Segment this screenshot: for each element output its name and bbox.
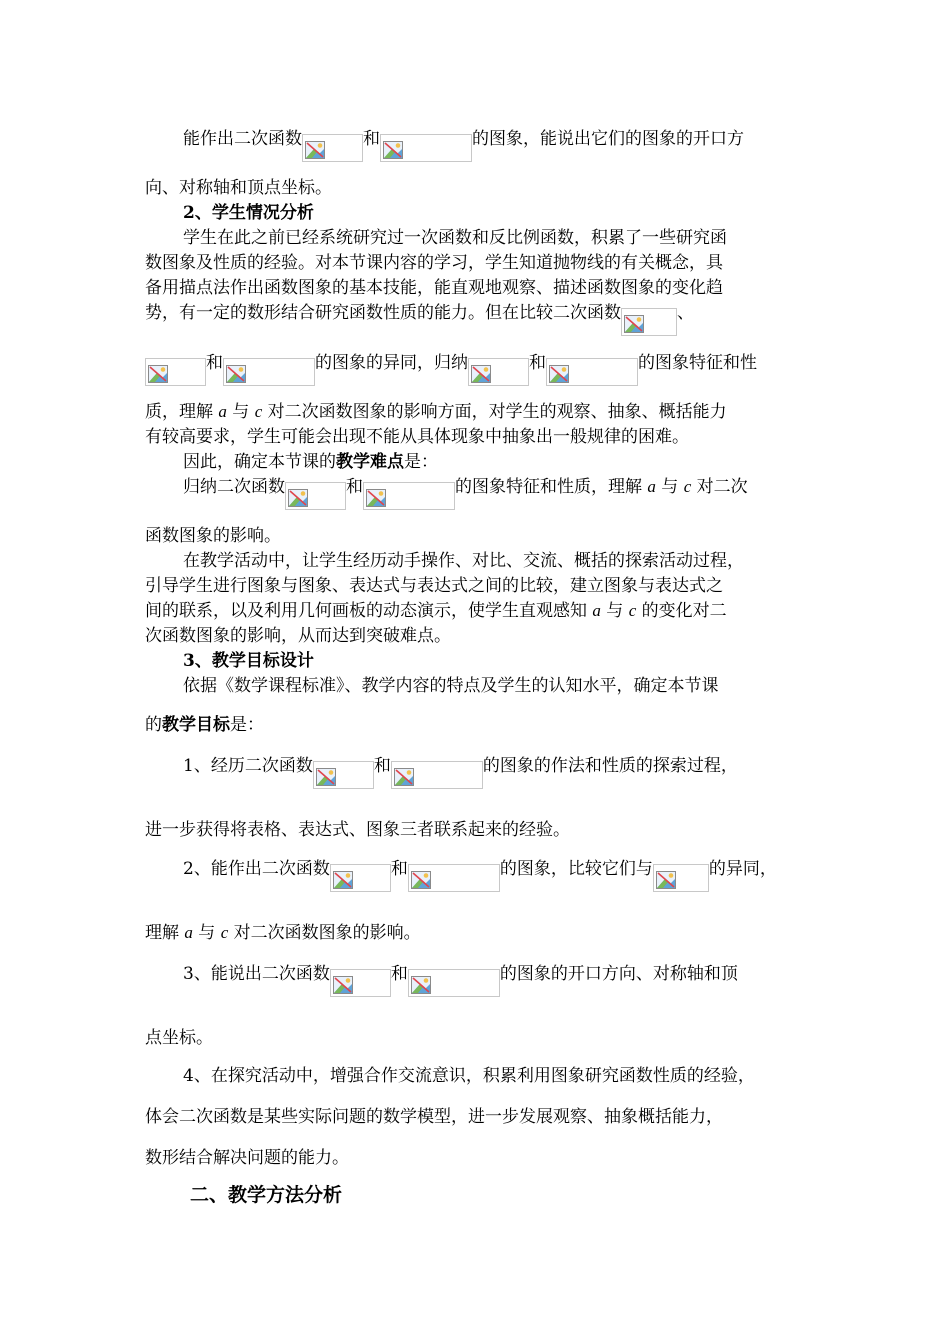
text-run: 归纳二次函数 [183, 477, 285, 497]
formula-image [363, 482, 455, 510]
text-run: 对二次 [691, 477, 748, 497]
formula-image [302, 134, 363, 162]
section-heading: 2、学生情况分析 [183, 203, 314, 223]
broken-image-icon [411, 872, 430, 889]
var-c: c [220, 923, 229, 942]
formula-image [408, 864, 500, 892]
broken-image-icon [316, 769, 335, 786]
text-line [183, 129, 744, 162]
text-run: 和 [529, 353, 546, 373]
text-run: 2、能作出二次函数 [183, 859, 330, 879]
goal-3 [183, 964, 738, 997]
broken-image-icon [333, 977, 352, 994]
text-line: 数形结合解决问题的能力。 [145, 1148, 349, 1168]
broken-image-icon [367, 490, 386, 507]
text-line [145, 353, 757, 386]
goal-4: 4、在探究活动中，增强合作交流意识，积累利用图象研究函数性质的经验， [183, 1066, 755, 1086]
formula-image [653, 864, 709, 892]
broken-image-icon [289, 490, 308, 507]
formula-image [546, 358, 638, 386]
section-title: 二、教学方法分析 [190, 1184, 343, 1206]
var-a: a [592, 601, 601, 620]
text-run: 的 [145, 715, 162, 735]
text-line [145, 402, 727, 422]
broken-image-icon [333, 872, 352, 889]
text-run: 和 [206, 353, 223, 373]
var-a: a [184, 923, 193, 942]
text-run: 和 [363, 129, 380, 149]
text-run: 能作出二次函数 [183, 129, 302, 149]
var-c: c [628, 601, 637, 620]
formula-image [468, 358, 529, 386]
text-line: 进一步获得将表格、表达式、图象三者联系起来的经验。 [145, 820, 570, 840]
text-run: 1、经历二次函数 [183, 756, 313, 776]
text-run: 因此，确定本节课的 [183, 452, 336, 472]
var-a: a [218, 402, 227, 421]
text-line: 体会二次函数是某些实际问题的数学模型，进一步发展观察、抽象概括能力， [145, 1107, 723, 1127]
text-line: 有较高要求，学生可能会出现不能从具体现象中抽象出一般规律的困难。 [145, 427, 689, 447]
broken-image-icon [472, 366, 491, 383]
text-line: 数图象及性质的经验。对本节课内容的学习，学生知道抛物线的有关概念，具 [145, 253, 723, 273]
emphasis: 教学难点 [336, 452, 404, 472]
text-line [145, 303, 694, 336]
text-run: 的图象特征和性质，理解 [455, 477, 648, 497]
text-line: 点坐标。 [145, 1028, 213, 1048]
text-run: 和 [390, 859, 408, 879]
text-line [183, 477, 748, 510]
text-run: 3、能说出二次函数 [183, 964, 330, 984]
text-run: 的图象特征和性 [638, 353, 757, 373]
formula-image [330, 969, 391, 997]
formula-image [380, 134, 472, 162]
text-line [145, 715, 264, 735]
text-line [145, 601, 727, 621]
text-line: 在教学活动中，让学生经历动手操作、对比、交流、概括的探索活动过程， [183, 551, 744, 571]
text-run: 的图象，能说出它们的图象的开口方 [472, 129, 744, 149]
text-run: 理解 [145, 923, 185, 943]
text-line [183, 452, 438, 472]
emphasis: 教学目标 [162, 715, 230, 735]
formula-image [145, 358, 206, 386]
broken-image-icon [656, 872, 675, 889]
text-line: 学生在此之前已经系统研究过一次函数和反比例函数，积累了一些研究函 [183, 228, 727, 248]
text-run: 的图象的作法和性质的探索过程， [482, 756, 738, 776]
text-run: 势，有一定的数形结合研究函数性质的能力。但在比较二次函数 [145, 303, 621, 323]
text-line: 引导学生进行图象与图象、表达式与表达式之间的比较，建立图象与表达式之 [145, 576, 723, 596]
broken-image-icon [625, 316, 644, 333]
text-run: 是： [230, 715, 264, 735]
text-run: 的变化对二 [636, 601, 727, 621]
var-c: c [683, 477, 692, 496]
text-line: 向、对称轴和顶点坐标。 [145, 178, 332, 198]
text-line: 次函数图象的影响，从而达到突破难点。 [145, 626, 451, 646]
text-run: 和 [373, 756, 391, 776]
section-heading: 3、教学目标设计 [183, 651, 314, 671]
broken-image-icon [550, 366, 569, 383]
var-c: c [254, 402, 263, 421]
formula-image [285, 482, 346, 510]
text-line: 依据《数学课程标准》、教学内容的特点及学生的认知水平，确定本节课 [183, 676, 719, 696]
var-a: a [647, 477, 656, 496]
formula-image [621, 308, 677, 336]
text-run: 与 [192, 923, 221, 943]
text-line: 备用描点法作出函数图象的基本技能，能直观地观察、描述函数图象的变化趋 [145, 278, 723, 298]
broken-image-icon [384, 142, 403, 159]
text-run: 与 [600, 601, 629, 621]
broken-image-icon [394, 769, 413, 786]
text-run: 的图象，比较它们与 [499, 859, 653, 879]
formula-image [313, 761, 374, 789]
formula-image [408, 969, 500, 997]
formula-image [391, 761, 483, 789]
text-run: 和 [390, 964, 408, 984]
text-run: 的图象的开口方向、对称轴和顶 [499, 964, 738, 984]
text-run: 和 [346, 477, 363, 497]
text-run: 质，理解 [145, 402, 219, 422]
broken-image-icon [306, 142, 325, 159]
text-run: 与 [655, 477, 684, 497]
text-run: 的异同， [708, 859, 777, 879]
text-run: 的图象的异同，归纳 [315, 353, 468, 373]
goal-1 [183, 756, 738, 789]
formula-image [223, 358, 315, 386]
broken-image-icon [411, 977, 430, 994]
broken-image-icon [227, 366, 246, 383]
text-run: 是： [404, 452, 438, 472]
text-line: 函数图象的影响。 [145, 526, 281, 546]
formula-image [330, 864, 391, 892]
text-run: 与 [226, 402, 255, 422]
text-run: 对二次函数图象的影响方面，对学生的观察、抽象、概括能力 [262, 402, 727, 422]
text-line [145, 923, 421, 943]
text-run: 对二次函数图象的影响。 [228, 923, 421, 943]
goal-2 [183, 859, 777, 892]
text-run: 间的联系，以及利用几何画板的动态演示，使学生直观感知 [145, 601, 593, 621]
text-run: 、 [677, 303, 694, 323]
broken-image-icon [149, 366, 168, 383]
